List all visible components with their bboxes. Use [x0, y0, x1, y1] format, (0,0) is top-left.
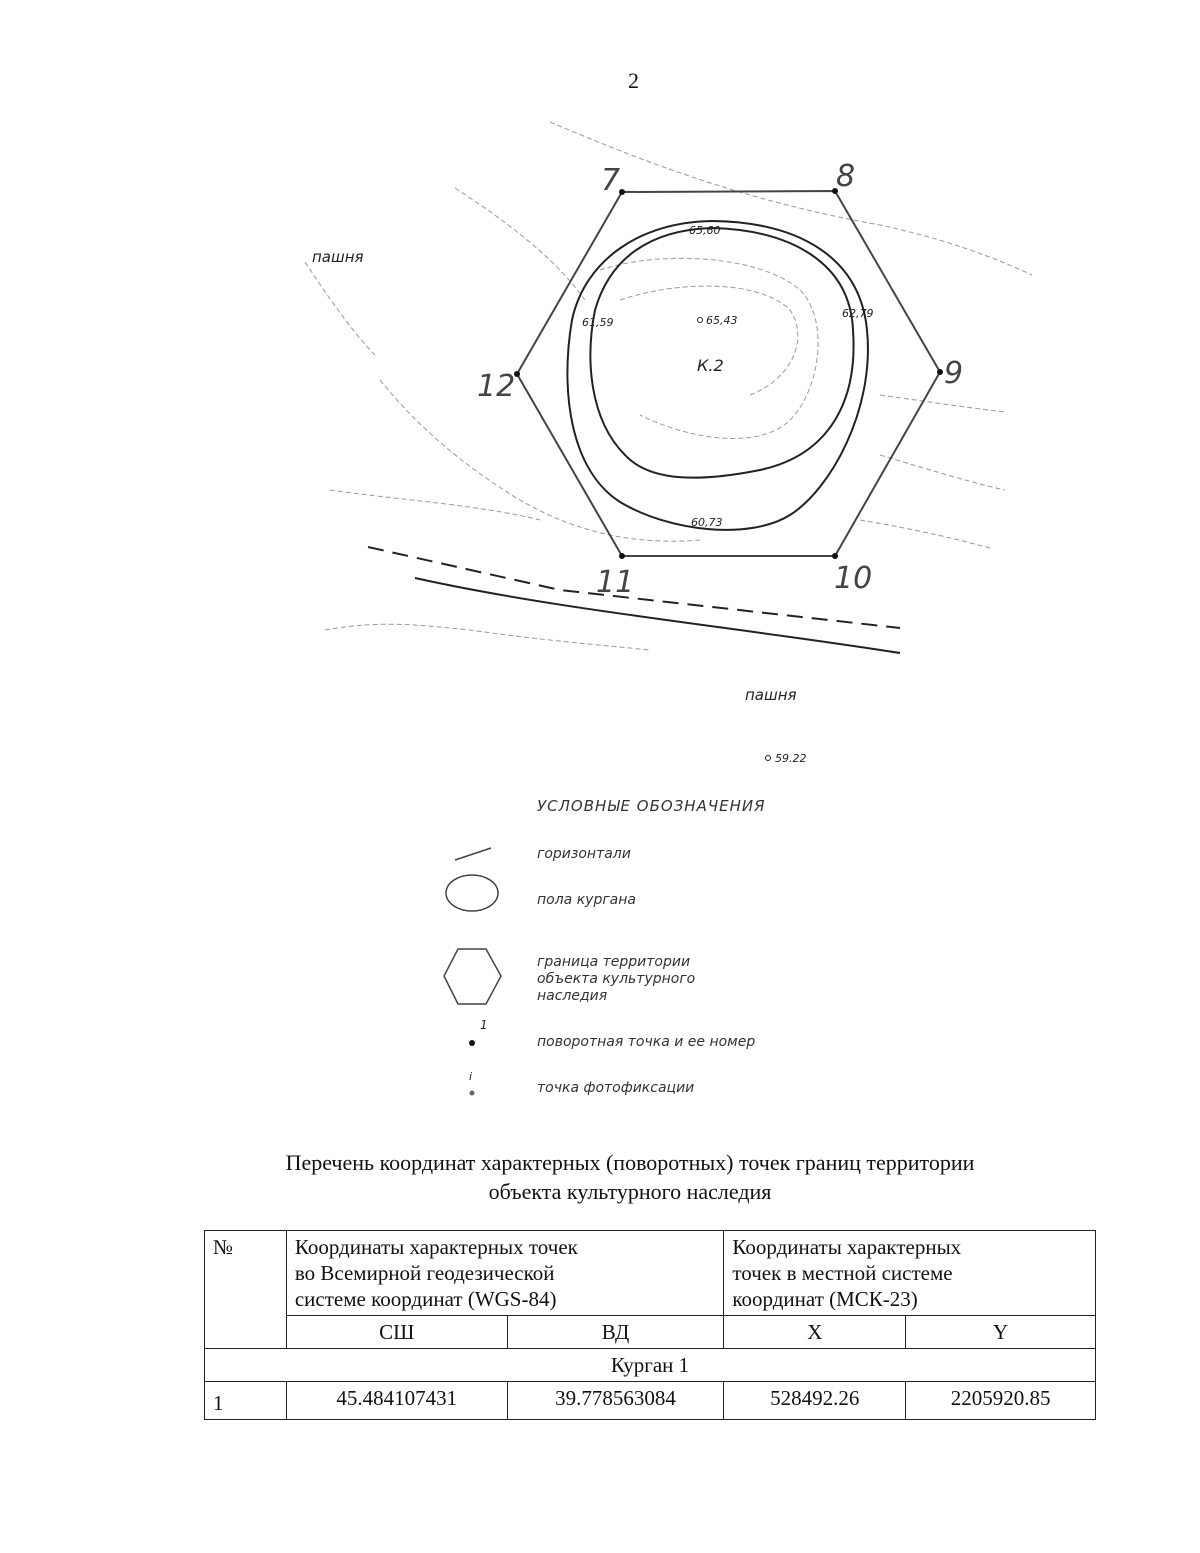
contour-line [620, 286, 798, 395]
point-number-11: 11 [596, 565, 635, 600]
turning-points [514, 188, 943, 559]
table-header-row [205, 1231, 1096, 1316]
contour-legend-symbol [455, 848, 491, 860]
contour-line [305, 262, 375, 355]
cell-number: 1 [205, 1382, 287, 1420]
legend-mound-label: пола кургана [537, 892, 636, 908]
contour-lines [305, 122, 1032, 650]
elevation-label: 65,60 [689, 224, 721, 237]
point-number-7: 7 [601, 163, 621, 198]
table-row [205, 1382, 1096, 1420]
contour-line [880, 395, 1005, 412]
header-msk23-line: координат (МСК-23) [732, 1287, 918, 1311]
photo-point-legend-number: i [469, 1070, 473, 1083]
road-solid-line [415, 578, 900, 653]
legend-contour-label: горизонтали [537, 846, 631, 862]
point-number-12: 12 [477, 369, 516, 404]
page-number: 2 [628, 68, 639, 93]
subheader-x: X [724, 1316, 906, 1349]
mound-label: К.2 [697, 356, 724, 375]
cell-lat: 45.484107431 [286, 1382, 507, 1420]
elevation-label: 65,43 [706, 314, 738, 327]
elevation-point [766, 756, 771, 761]
point-number-9: 9 [944, 356, 964, 391]
list-title-line: объекта культурного наследия [488, 1179, 772, 1204]
cell-y: 2205920.85 [906, 1382, 1096, 1420]
table-group-row [205, 1349, 1096, 1382]
mound-outer-edge [567, 221, 868, 530]
subheader-lat: СШ [286, 1316, 507, 1349]
elevation-label: 62,79 [842, 307, 874, 320]
legend-boundary-line: объекта культурного [537, 971, 696, 987]
coordinates-table [204, 1230, 1096, 1420]
contour-line [455, 188, 585, 300]
field-label-upper: пашня [312, 248, 364, 266]
header-number: № [205, 1231, 287, 1349]
legend-boundary-label [537, 954, 695, 1005]
elevation-label: 61,59 [582, 316, 614, 329]
contour-line [860, 520, 990, 548]
legend-title: УСЛОВНЫЕ ОБОЗНАЧЕНИЯ [537, 797, 766, 815]
contour-line [325, 624, 650, 650]
list-title-line: Перечень координат характерных (поворотных) точек границ территории [285, 1150, 975, 1175]
photo-point-legend-symbol [470, 1091, 475, 1096]
mound-inner-edge [590, 228, 853, 478]
header-msk23-line: точек в местной системе [732, 1261, 953, 1285]
header-wgs84-line: системе координат (WGS-84) [294, 1287, 557, 1311]
contour-line [550, 122, 1032, 275]
point-number-8: 8 [836, 159, 856, 194]
point-number-10: 10 [834, 561, 873, 596]
legend-turning-point-label: поворотная точка и ее номер [537, 1034, 756, 1050]
contour-line [600, 258, 818, 438]
cell-x: 528492.26 [724, 1382, 906, 1420]
legend-photo-point-label: точка фотофиксации [537, 1080, 695, 1096]
cell-lon: 39.778563084 [507, 1382, 724, 1420]
turning-point-legend-number: 1 [480, 1018, 488, 1032]
mound-legend-symbol [446, 875, 498, 911]
contour-line [880, 455, 1005, 490]
heritage-boundary-polygon [517, 191, 940, 556]
turning-point-marker [832, 553, 838, 559]
elevation-label: 59.22 [775, 752, 807, 765]
header-wgs84-line: во Всемирной геодезической [294, 1261, 555, 1285]
legend-boundary-line: граница территории [537, 954, 691, 970]
field-label-lower: пашня [745, 686, 797, 704]
contour-line [330, 490, 540, 520]
group-label: Курган 1 [205, 1349, 1096, 1382]
subheader-lon: ВД [507, 1316, 724, 1349]
turning-point-marker [619, 553, 625, 559]
header-wgs84-line: Координаты характерных точек [294, 1235, 578, 1259]
header-msk23 [724, 1231, 1096, 1316]
turning-point-legend-symbol [469, 1040, 475, 1046]
header-wgs84 [286, 1231, 724, 1316]
header-msk23-line: Координаты характерных [732, 1235, 962, 1259]
elevation-point [698, 318, 703, 323]
elevation-label: 60,73 [691, 516, 723, 529]
table-subheader-row [205, 1316, 1096, 1349]
coordinates-list-title [150, 1148, 1110, 1206]
turning-point-marker [937, 369, 943, 375]
subheader-y: Y [906, 1316, 1096, 1349]
boundary-legend-symbol [444, 949, 501, 1004]
legend-boundary-line: наследия [537, 988, 608, 1004]
